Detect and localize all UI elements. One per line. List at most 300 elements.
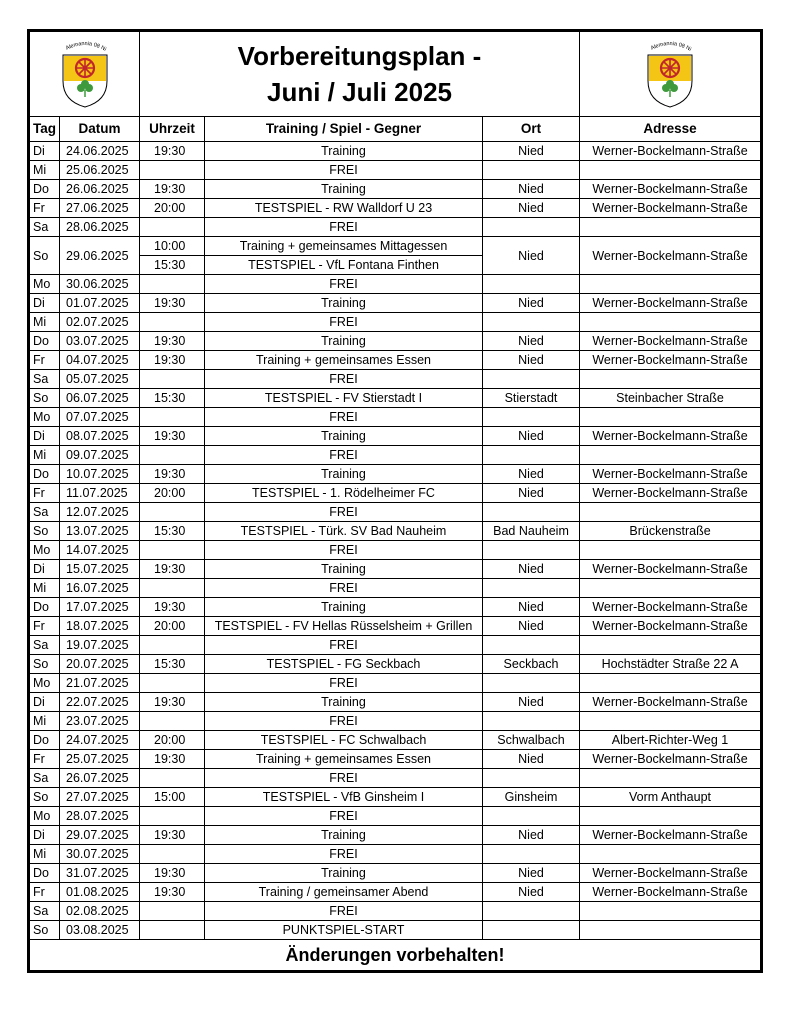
- table-row: [30, 826, 761, 845]
- table-row: [30, 636, 761, 655]
- cell-datum: 30.06.2025: [60, 275, 140, 294]
- cell-ort: Stierstadt: [483, 389, 580, 408]
- table-row: [30, 218, 761, 237]
- cell-event: Training: [205, 427, 483, 446]
- cell-ort: Nied: [483, 294, 580, 313]
- header-row: [30, 32, 761, 117]
- cell-adresse: [580, 446, 761, 465]
- cell-ort: Seckbach: [483, 655, 580, 674]
- cell-datum: 25.07.2025: [60, 750, 140, 769]
- cell-datum: 11.07.2025: [60, 484, 140, 503]
- cell-tag: Sa: [30, 636, 60, 655]
- table-row: [30, 921, 761, 940]
- cell-tag: Di: [30, 427, 60, 446]
- cell-ort: Nied: [483, 332, 580, 351]
- schedule-table: [29, 31, 761, 971]
- cell-adresse: Werner-Bockelmann-Straße: [580, 465, 761, 484]
- cell-uhrzeit: 15:30: [140, 256, 205, 275]
- cell-tag: So: [30, 237, 60, 275]
- cell-datum: 12.07.2025: [60, 503, 140, 522]
- cell-ort: [483, 446, 580, 465]
- cell-datum: 13.07.2025: [60, 522, 140, 541]
- cell-tag: Sa: [30, 370, 60, 389]
- cell-uhrzeit: 19:30: [140, 864, 205, 883]
- cell-event: FREI: [205, 712, 483, 731]
- cell-event: Training + gemeinsames Mittagessen: [205, 237, 483, 256]
- page-title-line1: Vorbereitungsplan -: [237, 41, 482, 71]
- cell-event: TESTSPIEL - VfL Fontana Finthen: [205, 256, 483, 275]
- cell-ort: [483, 275, 580, 294]
- cell-uhrzeit: 19:30: [140, 750, 205, 769]
- table-row: [30, 655, 761, 674]
- cell-tag: Sa: [30, 769, 60, 788]
- table-row: [30, 199, 761, 218]
- cell-event: Training: [205, 294, 483, 313]
- cell-event: Training: [205, 142, 483, 161]
- table-row: [30, 237, 761, 256]
- cell-event: FREI: [205, 541, 483, 560]
- cell-tag: So: [30, 921, 60, 940]
- cell-adresse: [580, 370, 761, 389]
- table-row: [30, 902, 761, 921]
- cell-adresse: Werner-Bockelmann-Straße: [580, 598, 761, 617]
- cell-datum: 24.07.2025: [60, 731, 140, 750]
- table-row: [30, 522, 761, 541]
- cell-datum: 16.07.2025: [60, 579, 140, 598]
- table-row: [30, 389, 761, 408]
- table-row: [30, 845, 761, 864]
- cell-datum: 31.07.2025: [60, 864, 140, 883]
- cell-datum: 09.07.2025: [60, 446, 140, 465]
- cell-ort: [483, 579, 580, 598]
- cell-event: TESTSPIEL - FC Schwalbach: [205, 731, 483, 750]
- cell-adresse: Werner-Bockelmann-Straße: [580, 180, 761, 199]
- cell-adresse: Werner-Bockelmann-Straße: [580, 864, 761, 883]
- cell-datum: 25.06.2025: [60, 161, 140, 180]
- cell-ort: [483, 370, 580, 389]
- table-row: [30, 674, 761, 693]
- cell-tag: Mo: [30, 674, 60, 693]
- cell-ort: Schwalbach: [483, 731, 580, 750]
- cell-datum: 24.06.2025: [60, 142, 140, 161]
- cell-uhrzeit: 15:30: [140, 522, 205, 541]
- cell-tag: Fr: [30, 351, 60, 370]
- cell-uhrzeit: [140, 370, 205, 389]
- table-row: [30, 693, 761, 712]
- table-row: [30, 750, 761, 769]
- cell-tag: Fr: [30, 617, 60, 636]
- cell-event: Training: [205, 826, 483, 845]
- cell-uhrzeit: [140, 921, 205, 940]
- cell-ort: Nied: [483, 237, 580, 275]
- cell-event: FREI: [205, 313, 483, 332]
- cell-event: Training: [205, 598, 483, 617]
- cell-ort: Nied: [483, 484, 580, 503]
- cell-event: FREI: [205, 845, 483, 864]
- table-row: [30, 313, 761, 332]
- table-row: [30, 446, 761, 465]
- cell-tag: Di: [30, 693, 60, 712]
- cell-uhrzeit: 20:00: [140, 731, 205, 750]
- cell-adresse: [580, 807, 761, 826]
- cell-tag: Mi: [30, 845, 60, 864]
- cell-uhrzeit: 19:30: [140, 693, 205, 712]
- schedule-sheet: [29, 31, 760, 971]
- cell-uhrzeit: 10:00: [140, 237, 205, 256]
- cell-datum: 14.07.2025: [60, 541, 140, 560]
- svg-text:FV Alemannia 08 Nied: Alemannia 08 Ni: [64, 40, 107, 53]
- cell-datum: 26.07.2025: [60, 769, 140, 788]
- cell-adresse: Werner-Bockelmann-Straße: [580, 351, 761, 370]
- cell-event: Training + gemeinsames Essen: [205, 351, 483, 370]
- cell-tag: Do: [30, 731, 60, 750]
- cell-event: FREI: [205, 408, 483, 427]
- cell-ort: [483, 313, 580, 332]
- cell-adresse: Werner-Bockelmann-Straße: [580, 142, 761, 161]
- cell-event: FREI: [205, 636, 483, 655]
- cell-uhrzeit: [140, 218, 205, 237]
- club-logo-left: [55, 37, 115, 111]
- cell-adresse: [580, 503, 761, 522]
- cell-datum: 02.08.2025: [60, 902, 140, 921]
- cell-ort: [483, 712, 580, 731]
- cell-ort: Nied: [483, 180, 580, 199]
- cell-ort: [483, 541, 580, 560]
- cell-event: Training: [205, 693, 483, 712]
- cell-uhrzeit: 19:30: [140, 294, 205, 313]
- table-row: [30, 541, 761, 560]
- table-row: [30, 465, 761, 484]
- cell-datum: 28.07.2025: [60, 807, 140, 826]
- table-row: [30, 275, 761, 294]
- logo-cell-right: [580, 32, 761, 117]
- cell-datum: 28.06.2025: [60, 218, 140, 237]
- table-row: [30, 579, 761, 598]
- table-row: [30, 807, 761, 826]
- cell-tag: Fr: [30, 199, 60, 218]
- col-header-event: Training / Spiel - Gegner: [205, 117, 483, 142]
- cell-tag: Mo: [30, 807, 60, 826]
- cell-tag: Do: [30, 864, 60, 883]
- cell-event: Training + gemeinsames Essen: [205, 750, 483, 769]
- table-row: [30, 503, 761, 522]
- cell-event: FREI: [205, 503, 483, 522]
- cell-ort: Nied: [483, 617, 580, 636]
- cell-ort: Nied: [483, 560, 580, 579]
- col-header-datum: Datum: [60, 117, 140, 142]
- cell-event: TESTSPIEL - FV Stierstadt I: [205, 389, 483, 408]
- cell-adresse: Steinbacher Straße: [580, 389, 761, 408]
- cell-event: FREI: [205, 275, 483, 294]
- page-title-line2: Juni / Juli 2025: [267, 77, 452, 107]
- cell-adresse: [580, 161, 761, 180]
- cell-adresse: Werner-Bockelmann-Straße: [580, 294, 761, 313]
- cell-tag: Do: [30, 180, 60, 199]
- cell-uhrzeit: [140, 807, 205, 826]
- cell-datum: 17.07.2025: [60, 598, 140, 617]
- cell-ort: Nied: [483, 883, 580, 902]
- cell-adresse: Brückenstraße: [580, 522, 761, 541]
- cell-event: TESTSPIEL - FV Hellas Rüsselsheim + Grillen: [205, 617, 483, 636]
- table-row: [30, 864, 761, 883]
- cell-adresse: [580, 218, 761, 237]
- cell-tag: Sa: [30, 218, 60, 237]
- cell-ort: [483, 921, 580, 940]
- cell-adresse: Werner-Bockelmann-Straße: [580, 427, 761, 446]
- cell-event: TESTSPIEL - RW Walldorf U 23: [205, 199, 483, 218]
- cell-datum: 22.07.2025: [60, 693, 140, 712]
- cell-uhrzeit: [140, 636, 205, 655]
- cell-tag: Mi: [30, 313, 60, 332]
- cell-adresse: Werner-Bockelmann-Straße: [580, 826, 761, 845]
- cell-event: Training: [205, 560, 483, 579]
- cell-uhrzeit: 20:00: [140, 484, 205, 503]
- cell-ort: [483, 807, 580, 826]
- club-logo-right: [640, 37, 700, 111]
- cell-uhrzeit: [140, 902, 205, 921]
- table-row: [30, 560, 761, 579]
- cell-ort: [483, 408, 580, 427]
- cell-uhrzeit: [140, 579, 205, 598]
- table-row: [30, 598, 761, 617]
- cell-datum: 20.07.2025: [60, 655, 140, 674]
- cell-adresse: Werner-Bockelmann-Straße: [580, 237, 761, 275]
- cell-tag: Sa: [30, 902, 60, 921]
- cell-tag: Di: [30, 142, 60, 161]
- cell-uhrzeit: 19:30: [140, 351, 205, 370]
- cell-adresse: [580, 541, 761, 560]
- cell-tag: So: [30, 389, 60, 408]
- cell-event: FREI: [205, 446, 483, 465]
- cell-datum: 08.07.2025: [60, 427, 140, 446]
- table-row: [30, 408, 761, 427]
- cell-ort: Nied: [483, 142, 580, 161]
- cell-ort: Nied: [483, 598, 580, 617]
- cell-datum: 05.07.2025: [60, 370, 140, 389]
- cell-datum: 27.07.2025: [60, 788, 140, 807]
- cell-event: TESTSPIEL - 1. Rödelheimer FC: [205, 484, 483, 503]
- cell-ort: [483, 161, 580, 180]
- cell-uhrzeit: [140, 712, 205, 731]
- cell-datum: 03.08.2025: [60, 921, 140, 940]
- cell-datum: 30.07.2025: [60, 845, 140, 864]
- cell-uhrzeit: 19:30: [140, 465, 205, 484]
- cell-datum: 23.07.2025: [60, 712, 140, 731]
- col-header-adresse: Adresse: [580, 117, 761, 142]
- cell-uhrzeit: 19:30: [140, 598, 205, 617]
- cell-adresse: [580, 712, 761, 731]
- cell-uhrzeit: [140, 313, 205, 332]
- cell-ort: Bad Nauheim: [483, 522, 580, 541]
- cell-tag: Mi: [30, 712, 60, 731]
- cell-ort: Nied: [483, 351, 580, 370]
- cell-adresse: Werner-Bockelmann-Straße: [580, 199, 761, 218]
- cell-tag: Do: [30, 332, 60, 351]
- table-row: [30, 332, 761, 351]
- cell-datum: 03.07.2025: [60, 332, 140, 351]
- cell-uhrzeit: [140, 446, 205, 465]
- cell-uhrzeit: [140, 408, 205, 427]
- cell-adresse: Werner-Bockelmann-Straße: [580, 560, 761, 579]
- cell-datum: 07.07.2025: [60, 408, 140, 427]
- cell-tag: Mo: [30, 408, 60, 427]
- cell-ort: Nied: [483, 693, 580, 712]
- cell-tag: So: [30, 788, 60, 807]
- table-row: [30, 617, 761, 636]
- cell-uhrzeit: [140, 541, 205, 560]
- table-row: [30, 294, 761, 313]
- cell-tag: Di: [30, 560, 60, 579]
- cell-ort: [483, 503, 580, 522]
- table-row: [30, 161, 761, 180]
- cell-adresse: [580, 845, 761, 864]
- cell-tag: So: [30, 522, 60, 541]
- table-row: [30, 142, 761, 161]
- cell-adresse: [580, 579, 761, 598]
- cell-datum: 21.07.2025: [60, 674, 140, 693]
- cell-adresse: Hochstädter Straße 22 A: [580, 655, 761, 674]
- cell-ort: [483, 636, 580, 655]
- cell-adresse: [580, 636, 761, 655]
- col-header-tag: Tag: [30, 117, 60, 142]
- cell-event: Training / gemeinsamer Abend: [205, 883, 483, 902]
- cell-event: Training: [205, 864, 483, 883]
- col-header-ort: Ort: [483, 117, 580, 142]
- cell-uhrzeit: [140, 161, 205, 180]
- cell-ort: [483, 902, 580, 921]
- cell-adresse: Werner-Bockelmann-Straße: [580, 750, 761, 769]
- cell-tag: Fr: [30, 484, 60, 503]
- cell-ort: Nied: [483, 427, 580, 446]
- cell-uhrzeit: 15:00: [140, 788, 205, 807]
- cell-adresse: Werner-Bockelmann-Straße: [580, 484, 761, 503]
- table-row: [30, 351, 761, 370]
- table-row: [30, 712, 761, 731]
- cell-uhrzeit: 15:30: [140, 389, 205, 408]
- table-row: [30, 731, 761, 750]
- cell-adresse: [580, 674, 761, 693]
- svg-text:FV Alemannia 08 Nied: Alemannia 08 Ni: [650, 40, 693, 53]
- cell-adresse: Albert-Richter-Weg 1: [580, 731, 761, 750]
- cell-ort: Nied: [483, 465, 580, 484]
- cell-datum: 10.07.2025: [60, 465, 140, 484]
- cell-datum: 29.06.2025: [60, 237, 140, 275]
- table-row: [30, 484, 761, 503]
- cell-ort: Nied: [483, 199, 580, 218]
- cell-uhrzeit: 20:00: [140, 617, 205, 636]
- cell-uhrzeit: [140, 769, 205, 788]
- cell-ort: Nied: [483, 826, 580, 845]
- table-row: [30, 883, 761, 902]
- cell-tag: Mo: [30, 541, 60, 560]
- cell-uhrzeit: 19:30: [140, 332, 205, 351]
- cell-tag: Di: [30, 294, 60, 313]
- cell-uhrzeit: 15:30: [140, 655, 205, 674]
- cell-ort: Nied: [483, 864, 580, 883]
- cell-tag: So: [30, 655, 60, 674]
- cell-datum: 06.07.2025: [60, 389, 140, 408]
- cell-uhrzeit: 20:00: [140, 199, 205, 218]
- cell-datum: 15.07.2025: [60, 560, 140, 579]
- cell-uhrzeit: [140, 674, 205, 693]
- footer-row: [30, 940, 761, 971]
- table-row: [30, 180, 761, 199]
- cell-datum: 27.06.2025: [60, 199, 140, 218]
- cell-ort: [483, 769, 580, 788]
- cell-ort: [483, 218, 580, 237]
- cell-datum: 01.07.2025: [60, 294, 140, 313]
- cell-datum: 02.07.2025: [60, 313, 140, 332]
- cell-event: FREI: [205, 370, 483, 389]
- cell-adresse: [580, 769, 761, 788]
- cell-event: PUNKTSPIEL-START: [205, 921, 483, 940]
- cell-ort: Ginsheim: [483, 788, 580, 807]
- cell-ort: Nied: [483, 750, 580, 769]
- cell-adresse: Werner-Bockelmann-Straße: [580, 332, 761, 351]
- cell-adresse: [580, 408, 761, 427]
- cell-uhrzeit: 19:30: [140, 826, 205, 845]
- cell-tag: Do: [30, 465, 60, 484]
- cell-datum: 19.07.2025: [60, 636, 140, 655]
- table-row: [30, 370, 761, 389]
- column-header-row: [30, 117, 761, 142]
- cell-event: FREI: [205, 902, 483, 921]
- cell-adresse: Vorm Anthaupt: [580, 788, 761, 807]
- cell-uhrzeit: 19:30: [140, 883, 205, 902]
- cell-tag: Mi: [30, 446, 60, 465]
- col-header-uhrzeit: Uhrzeit: [140, 117, 205, 142]
- cell-event: FREI: [205, 218, 483, 237]
- cell-datum: 18.07.2025: [60, 617, 140, 636]
- cell-event: FREI: [205, 579, 483, 598]
- cell-datum: 29.07.2025: [60, 826, 140, 845]
- cell-uhrzeit: [140, 503, 205, 522]
- cell-uhrzeit: [140, 275, 205, 294]
- cell-tag: Do: [30, 598, 60, 617]
- cell-event: Training: [205, 180, 483, 199]
- cell-event: FREI: [205, 807, 483, 826]
- cell-adresse: Werner-Bockelmann-Straße: [580, 617, 761, 636]
- cell-tag: Di: [30, 826, 60, 845]
- cell-adresse: [580, 921, 761, 940]
- cell-event: TESTSPIEL - Türk. SV Bad Nauheim: [205, 522, 483, 541]
- cell-uhrzeit: 19:30: [140, 142, 205, 161]
- cell-uhrzeit: 19:30: [140, 180, 205, 199]
- cell-tag: Fr: [30, 883, 60, 902]
- cell-tag: Sa: [30, 503, 60, 522]
- table-row: [30, 788, 761, 807]
- cell-datum: 26.06.2025: [60, 180, 140, 199]
- cell-event: Training: [205, 332, 483, 351]
- cell-uhrzeit: [140, 845, 205, 864]
- title-cell: [140, 32, 580, 117]
- cell-datum: 04.07.2025: [60, 351, 140, 370]
- cell-event: FREI: [205, 769, 483, 788]
- cell-adresse: Werner-Bockelmann-Straße: [580, 883, 761, 902]
- cell-event: TESTSPIEL - FG Seckbach: [205, 655, 483, 674]
- cell-tag: Mo: [30, 275, 60, 294]
- cell-tag: Fr: [30, 750, 60, 769]
- cell-ort: [483, 845, 580, 864]
- cell-tag: Mi: [30, 579, 60, 598]
- cell-adresse: [580, 275, 761, 294]
- cell-event: FREI: [205, 161, 483, 180]
- cell-adresse: [580, 313, 761, 332]
- logo-cell-left: [30, 32, 140, 117]
- cell-uhrzeit: 19:30: [140, 560, 205, 579]
- cell-event: TESTSPIEL - VfB Ginsheim I: [205, 788, 483, 807]
- cell-event: Training: [205, 465, 483, 484]
